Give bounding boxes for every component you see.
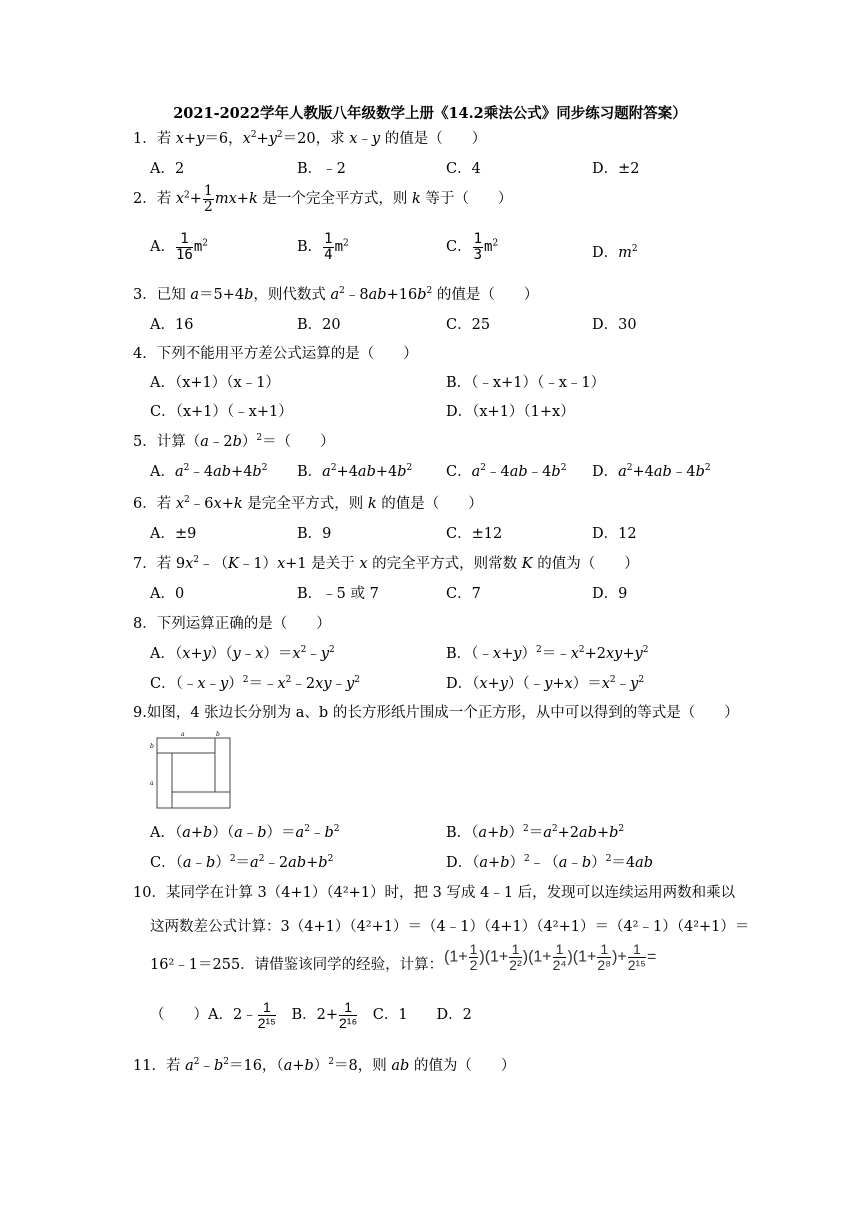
- question-3-option-b: B．20: [297, 317, 341, 333]
- question-5-option-b: B．$a^2+4ab+4b^2$: [297, 463, 413, 480]
- question-4-option-a: A．（x+1）（x﹣1）: [150, 375, 280, 391]
- question-4-stem: 4．下列不能用平方差公式运算的是（ ）: [133, 346, 418, 362]
- question-6-option-a: A．±9: [150, 526, 197, 542]
- question-1-option-b: B．﹣2: [297, 161, 346, 177]
- question-5-stem: 5．计算（a﹣2b）$^2$＝（ ）: [133, 433, 335, 450]
- question-2-option-d: D．$m^2$: [592, 244, 638, 261]
- question-7-option-d: D．9: [592, 586, 628, 602]
- question-8-option-a: A．$(x+y)(y﹣x)=x^2﹣y^2$: [150, 645, 335, 662]
- question-1-option-c: C．4: [446, 161, 481, 177]
- question-8-option-b: B．$(﹣x+y)^2=﹣x^2+2xy+y^2$: [446, 645, 649, 662]
- question-7-option-a: A．0: [150, 586, 185, 602]
- question-10-options: （ ）A．2﹣ $\frac{1}{\text{2¹⁵}}$ B．2+ $\frac{1}{\text{2¹⁶}}$ C．1 D．2: [150, 999, 472, 1031]
- question-1-option-a: A．2: [150, 161, 185, 177]
- page-title: 2021-2022学年人教版八年级数学上册《14.2乘法公式》同步练习题附答案）: [173, 105, 687, 122]
- question-10-line-1: 10．某同学在计算 3（4+1）（4²+1）时，把 3 写成 4﹣1 后，发现可以连续运用两数和乘以: [133, 885, 736, 901]
- question-1-option-d: D．±2: [592, 161, 640, 177]
- question-10-line-3: 16²﹣1＝255．请借鉴该同学的经验，计算：: [150, 957, 444, 973]
- question-9-option-c: C．$(a﹣b)^2=a^2﹣2ab+b^2$: [150, 854, 334, 871]
- question-4-option-b: B．（﹣x+1）（﹣x﹣1）: [446, 375, 606, 391]
- question-2-fraction: $\frac{1}{2}$: [203, 183, 213, 215]
- figure-label-a-top: a: [181, 731, 185, 738]
- question-3-option-c: C．25: [446, 317, 491, 333]
- question-2-option-c: C． $\frac{1}{3}$ $m^2$: [446, 231, 499, 263]
- question-1-stem: 1．若 x+y＝6，$x^2+y^2=20$，求 x﹣y 的值是（ ）: [133, 130, 487, 147]
- question-9-figure: [148, 728, 234, 810]
- question-9-option-d: D．$(a+b)^2﹣(a﹣b)^2=4ab$: [446, 854, 654, 871]
- question-11-stem: 11．若 $a^2﹣b^2=16$，$(a+b)^2=8$，则 ab 的值为（ ）: [133, 1057, 516, 1074]
- question-5-option-a: A．$a^2﹣4ab+4b^2$: [150, 463, 268, 480]
- question-6-option-c: C．±12: [446, 526, 503, 542]
- question-8-stem: 8．下列运算正确的是（ ）: [133, 616, 331, 632]
- question-8-option-d: D．$(x+y)(﹣y+x)=x^2﹣y^2$: [446, 675, 645, 692]
- question-8-option-c: C．$(﹣x﹣y)^2=﹣x^2﹣2xy﹣y^2$: [150, 675, 360, 692]
- question-6-option-b: B．9: [297, 526, 332, 542]
- question-2-stem: 2．若 $x^2+$ $\frac{1}{2}$ mx+k 是一个完全平方式，则 k 等于（ ）: [133, 183, 513, 215]
- question-7-option-b: B．﹣5 或 7: [297, 586, 379, 602]
- question-10-expression: (1+ $\frac{1}{2}$ )(1+ $\frac{1}{\text{2²}}$ )(1+ $\frac{1}{\text{2⁴}}$ )(1+ $\frac{1}{\text{2⁸}}$ )+ $\frac{1}{\text{2¹⁵}}$ =: [444, 941, 657, 973]
- question-5-option-d: D．$a^2+4ab﹣4b^2$: [592, 463, 711, 480]
- figure-label-a-left: a: [150, 780, 154, 787]
- question-7-stem: 7．若 $9x^2﹣(K﹣1)x+1$ 是关于 x 的完全平方式，则常数 K 的值为（ ）: [133, 555, 639, 572]
- question-10-option-a-fraction: $\frac{1}{\text{2¹⁵}}$: [257, 999, 276, 1031]
- question-5-option-c: C．$a^2﹣4ab﹣4b^2$: [446, 463, 567, 480]
- question-10-option-b-fraction: $\frac{1}{\text{2¹⁶}}$: [339, 999, 358, 1031]
- question-9-stem: 9.如图，4 张边长分别为 a、b 的长方形纸片围成一个正方形，从中可以得到的等式是（ ）: [133, 705, 739, 721]
- question-9-option-b: B．$(a+b)^2=a^2+2ab+b^2$: [446, 824, 625, 841]
- question-3-option-a: A．16: [150, 317, 194, 333]
- question-6-stem: 6．若 $x^2﹣6x+k$ 是完全平方式，则 k 的值是（ ）: [133, 495, 483, 512]
- figure-label-b-top: b: [216, 731, 220, 738]
- question-4-option-c: C．（x+1）（﹣x+1）: [150, 404, 293, 420]
- question-3-option-d: D．30: [592, 317, 637, 333]
- question-9-option-a: A．$(a+b)(a﹣b)=a^2﹣b^2$: [150, 824, 340, 841]
- question-6-option-d: D．12: [592, 526, 637, 542]
- figure-label-b-left: b: [150, 743, 154, 750]
- question-2-option-a: A． $\frac{1}{16}$ $m^2$: [150, 231, 209, 263]
- question-7-option-c: C．7: [446, 586, 481, 602]
- question-2-option-b: B． $\frac{1}{4}$ $m^2$: [297, 231, 349, 263]
- question-4-option-d: D．（x+1）（1+x）: [446, 404, 575, 420]
- question-3-stem: 3．已知 a＝5+4b，则代数式 $a^2﹣8ab+16b^2$ 的值是（ ）: [133, 286, 539, 303]
- question-10-line-2: 这两数差公式计算：3（4+1）（4²+1）＝（4﹣1）（4+1）（4²+1）＝（4²﹣1）（4²+1）＝: [150, 919, 750, 935]
